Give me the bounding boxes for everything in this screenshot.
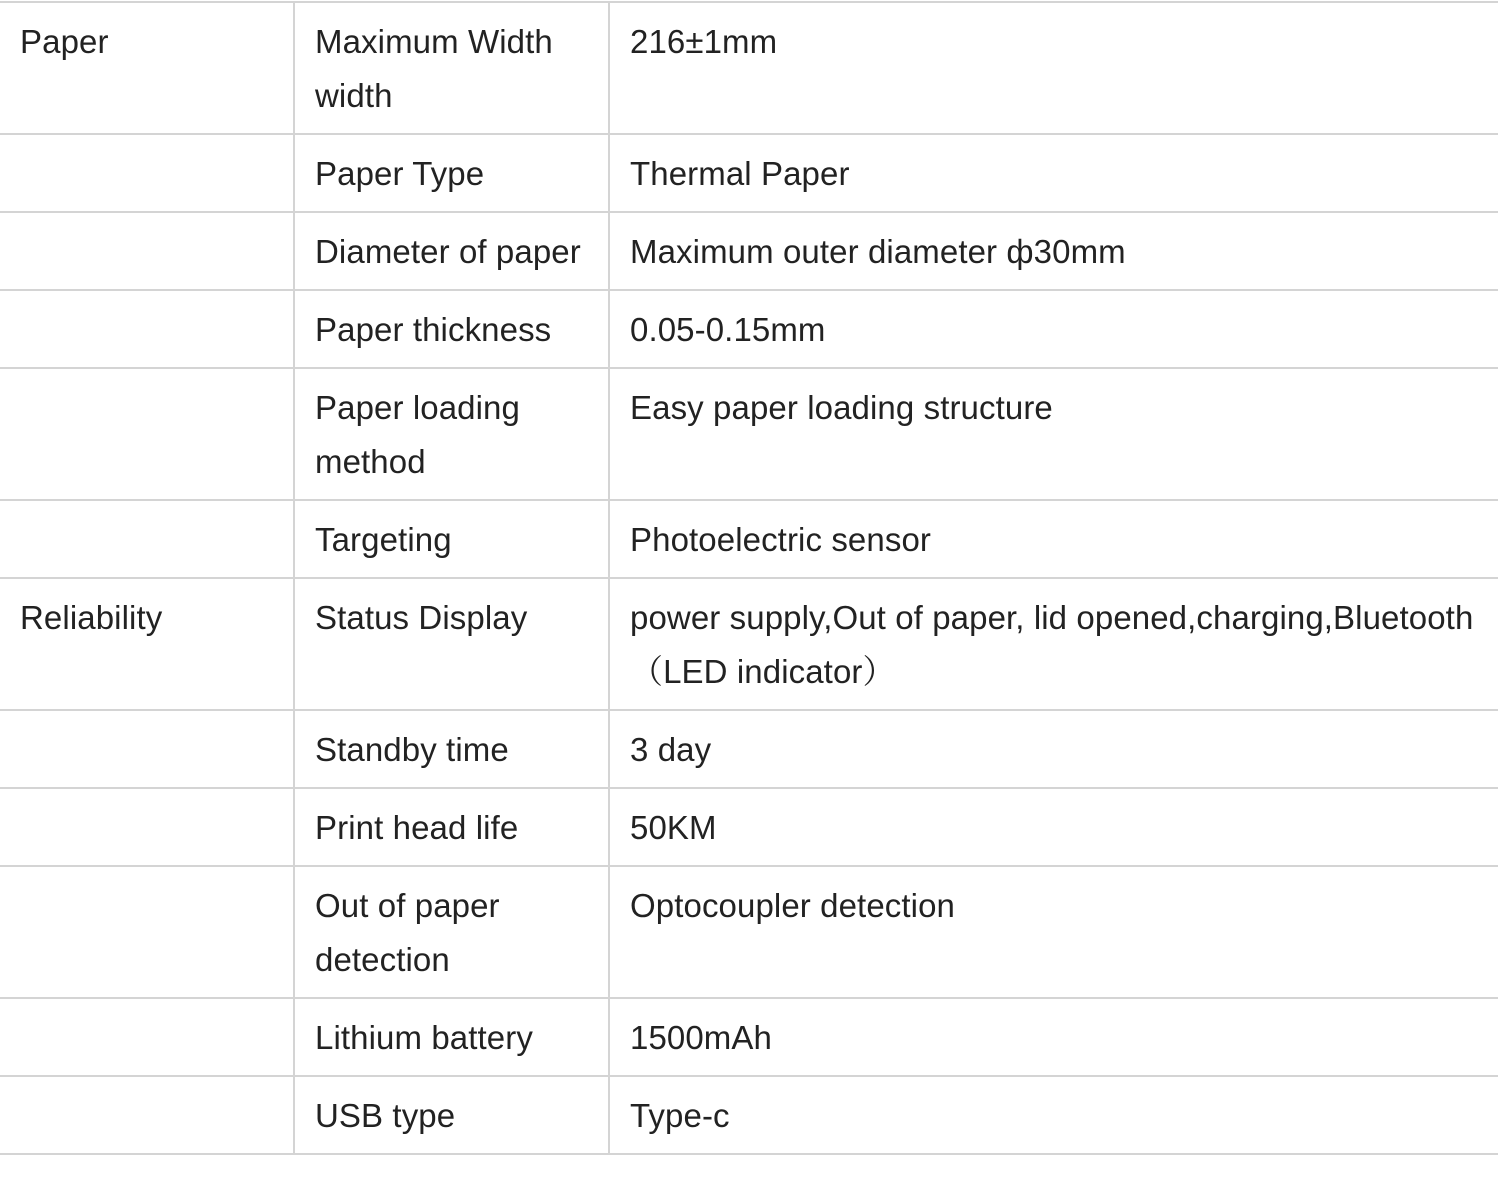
- table-row: [0, 212, 1498, 290]
- value-cell: 1500mAh: [609, 998, 1498, 1076]
- table-row: [0, 134, 1498, 212]
- category-cell: [0, 290, 294, 368]
- attribute-cell: Targeting: [294, 500, 609, 578]
- category-cell: [0, 212, 294, 290]
- table-row: [0, 290, 1498, 368]
- table-row: [0, 368, 1498, 500]
- table-row: [0, 578, 1498, 710]
- table-row: [0, 2, 1498, 134]
- table-row: [0, 788, 1498, 866]
- table-row: [0, 500, 1498, 578]
- value-cell: 3 day: [609, 710, 1498, 788]
- value-cell: Photoelectric sensor: [609, 500, 1498, 578]
- attribute-cell: Paper loading method: [294, 368, 609, 500]
- value-cell: Maximum outer diameter ф30mm: [609, 212, 1498, 290]
- attribute-cell: Standby time: [294, 710, 609, 788]
- value-cell: power supply,Out of paper, lid opened,charging,Bluetooth（LED indicator）: [609, 578, 1498, 710]
- table-row: [0, 866, 1498, 998]
- category-cell: [0, 500, 294, 578]
- value-cell: Optocoupler detection: [609, 866, 1498, 998]
- value-cell: 50KM: [609, 788, 1498, 866]
- category-cell: [0, 368, 294, 500]
- table-row: [0, 998, 1498, 1076]
- attribute-cell: Print head life: [294, 788, 609, 866]
- attribute-cell: Lithium battery: [294, 998, 609, 1076]
- attribute-cell: Diameter of paper: [294, 212, 609, 290]
- attribute-cell: Maximum Width width: [294, 2, 609, 134]
- category-cell: [0, 710, 294, 788]
- attribute-cell: Paper thickness: [294, 290, 609, 368]
- value-cell: 0.05-0.15mm: [609, 290, 1498, 368]
- category-cell: Paper: [0, 2, 294, 134]
- attribute-cell: USB type: [294, 1076, 609, 1154]
- category-cell: Reliability: [0, 578, 294, 710]
- attribute-cell: Status Display: [294, 578, 609, 710]
- category-cell: [0, 1076, 294, 1154]
- category-cell: [0, 998, 294, 1076]
- spec-table: [0, 1, 1498, 1155]
- value-cell: Thermal Paper: [609, 134, 1498, 212]
- category-cell: [0, 866, 294, 998]
- table-row: [0, 710, 1498, 788]
- category-cell: [0, 134, 294, 212]
- value-cell: Easy paper loading structure: [609, 368, 1498, 500]
- category-cell: [0, 788, 294, 866]
- attribute-cell: Paper Type: [294, 134, 609, 212]
- value-cell: 216±1mm: [609, 2, 1498, 134]
- attribute-cell: Out of paper detection: [294, 866, 609, 998]
- value-cell: Type-c: [609, 1076, 1498, 1154]
- table-row: [0, 1076, 1498, 1154]
